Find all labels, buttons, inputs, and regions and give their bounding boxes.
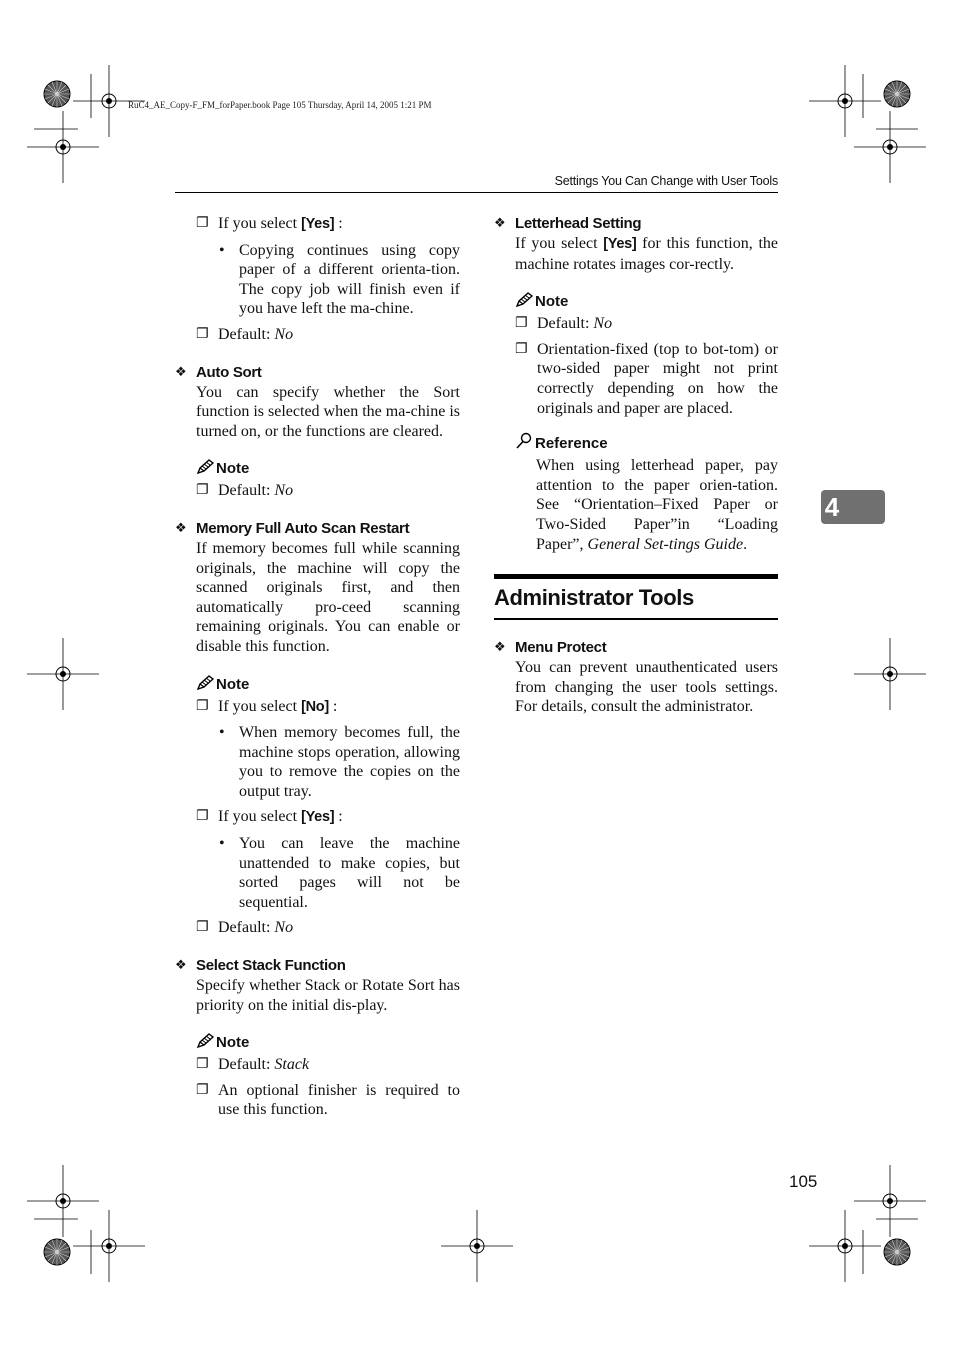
header-rule: [175, 192, 778, 193]
chapter-number: 4: [824, 492, 840, 522]
paragraph: You can prevent unauthenticated users from changing the user tools settings. For details, consult the administrator.: [515, 659, 778, 716]
checkbox-icon: ❐: [196, 697, 209, 714]
list-item: ❐ If you select [No] :: [196, 697, 338, 715]
left-column: [175, 214, 460, 1120]
checkbox-icon: ❐: [196, 482, 209, 499]
list-item: ❐ Default: No: [196, 482, 294, 500]
checkbox-icon: ❐: [196, 1056, 209, 1073]
list-item: • When memory becomes full, the machine stops operation, allowing you to remove the copies on the output tray.: [219, 724, 460, 800]
pencil-note-icon: [515, 292, 535, 314]
checkbox-icon: ❐: [196, 1081, 209, 1098]
bullet-icon: •: [219, 724, 225, 742]
running-header: Settings You Can Change with User Tools: [554, 174, 778, 188]
list-item: • Copying continues using copy paper of a different orienta-tion. The copy job will finish even if you have left the ma-chine.: [219, 241, 460, 318]
diamond-icon: ❖: [175, 520, 187, 536]
list-item: • You can leave the machine unattended to make copies, but sorted pages will not be sequential.: [219, 835, 460, 911]
section-title-memory-full: ❖ Memory Full Auto Scan Restart: [175, 519, 410, 537]
list-item: ❐ Default: No: [196, 325, 294, 343]
section-title-letterhead: ❖ Letterhead Setting: [494, 215, 642, 232]
checkbox-icon: ❐: [196, 808, 209, 825]
list-item: ❐ Default: No: [196, 919, 294, 937]
magnifier-reference-icon: [515, 432, 535, 456]
right-column: [494, 214, 778, 717]
paragraph: You can specify whether the Sort function is selected when the ma-chine is turned on, or the functions are cleared.: [196, 383, 460, 440]
page-title: Administrator Tools: [494, 585, 694, 611]
list-item: ❐ An optional finisher is required to use this function.: [196, 1081, 460, 1119]
list-item: ❐ If you select [Yes] :: [196, 808, 343, 826]
diamond-icon: ❖: [494, 216, 506, 231]
section-title-menu-protect: ❖ Menu Protect: [494, 639, 607, 657]
checkbox-icon: ❐: [515, 315, 528, 332]
section-title-auto-sort: ❖ Auto Sort: [175, 363, 262, 381]
paragraph: If memory becomes full while scanning originals, the machine will copy the scanned originals first, and then automatically pro-ceed scanning remaining originals. You can enable or disable this function.: [196, 539, 460, 655]
checkbox-icon: ❐: [196, 215, 209, 231]
section-title-select-stack: ❖ Select Stack Function: [175, 957, 346, 975]
checkbox-icon: ❐: [196, 325, 209, 342]
note-heading: Note: [494, 292, 778, 314]
paragraph: If you select [Yes] for this function, the machine rotates images cor-rectly.: [515, 235, 779, 273]
file-header: RuC4_AE_Copy-F_FM_forPaper.book Page 105 Thursday, April 14, 2005 1:21 PM: [128, 100, 432, 110]
diamond-icon: ❖: [494, 640, 506, 656]
note-heading: Note: [175, 675, 460, 697]
pencil-note-icon: [196, 459, 216, 481]
page-number: 105: [789, 1172, 818, 1191]
list-item: ❐ Default: No: [515, 315, 613, 333]
diamond-icon: ❖: [175, 958, 187, 974]
reference-text: When using letterhead paper, pay attention to the paper orien-tation. See “Orientation–Fixed Paper or Two-Sided Paper”in “Loading Paper”, General Set-tings Guide.: [536, 457, 778, 553]
note-heading: Note: [175, 1033, 460, 1055]
chapter-tab: [821, 490, 885, 524]
pencil-note-icon: [196, 1033, 216, 1055]
checkbox-icon: ❐: [196, 919, 209, 936]
registration-mark-icon: [27, 65, 926, 1282]
pencil-note-icon: [196, 675, 216, 697]
note-heading: Note: [175, 459, 460, 481]
section-title-bar: [494, 574, 778, 579]
paragraph: Specify whether Stack or Rotate Sort has priority on the initial dis-play.: [196, 977, 460, 1014]
list-item: ❐ Orientation-fixed (top to bot-tom) or two-sided paper might not print correctly depending on how the originals and paper are placed.: [515, 340, 778, 417]
bullet-icon: •: [219, 835, 225, 853]
list-item: ❐ Default: Stack: [196, 1056, 310, 1074]
checkbox-icon: ❐: [515, 340, 528, 357]
diamond-icon: ❖: [175, 364, 187, 380]
list-item: ❐ If you select [Yes] :: [196, 215, 343, 232]
reference-heading: Reference: [494, 432, 778, 456]
bullet-icon: •: [219, 241, 225, 259]
